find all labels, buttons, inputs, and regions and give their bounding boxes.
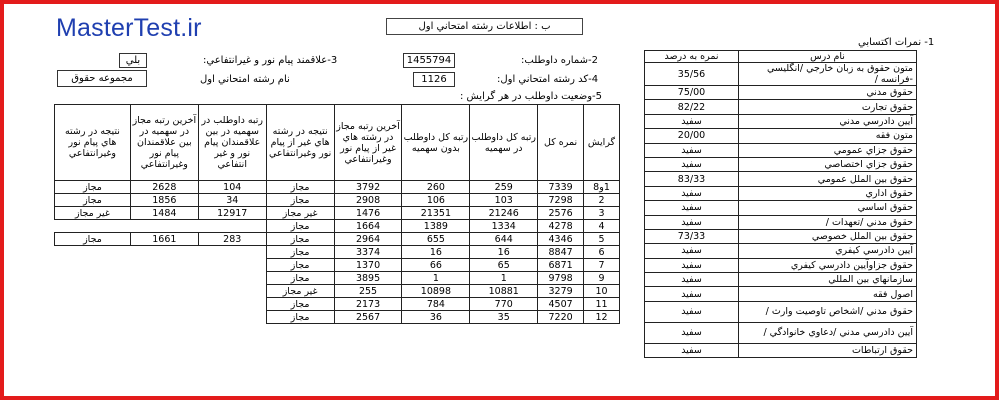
rank-quota-cell: 770: [470, 298, 538, 311]
group-cell: 9: [584, 272, 620, 285]
empty-cell: [198, 220, 266, 233]
subject-name: حقوق جزاي عمومي: [739, 143, 917, 157]
subject-score: سفيد: [645, 322, 739, 343]
subject-name: حقوق اداري: [739, 186, 917, 200]
subjects-header-row: [645, 51, 917, 63]
subject-row: [645, 63, 917, 86]
group-cell: 5: [584, 233, 620, 246]
total-score-cell: 3279: [538, 285, 584, 298]
pnu-result-cell: مجاز: [55, 181, 131, 194]
pnu-rank-cell: 12917: [198, 207, 266, 220]
subject-score: 75/00: [645, 86, 739, 100]
pnu-last-cell: 1856: [130, 194, 198, 207]
rank-quota-cell: 35: [470, 311, 538, 324]
total-score-cell: 4346: [538, 233, 584, 246]
rank-noquota-cell: 1389: [402, 220, 470, 233]
last-rank-cell: 2173: [334, 298, 402, 311]
last-rank-cell: 1370: [334, 259, 402, 272]
group-cell: 12: [584, 311, 620, 324]
groups-header-pnu-last: آخرين رتبه مجاز در سهميه در بين علاقمندان پيام نور وغيرانتفاعي: [130, 105, 198, 181]
subject-name: حقوق ارتباطات: [739, 343, 917, 357]
section1-title: 1- نمرات اكتسابي: [858, 37, 935, 48]
group-cell: 3: [584, 207, 620, 220]
rank-quota-cell: 103: [470, 194, 538, 207]
groups-header-last-rank: آخرين رتبه مجاز در رشته هاي غير از پيام نور وغيرانتفاعي: [334, 105, 402, 181]
empty-cell: [55, 298, 131, 311]
rank-quota-cell: 644: [470, 233, 538, 246]
empty-cell: [130, 298, 198, 311]
last-rank-cell: 255: [334, 285, 402, 298]
groups-header-pnu-result: نتيجه در رشته هاي پيام نور وغيرانتفاعي: [55, 105, 131, 181]
subject-row: [645, 129, 917, 143]
groups-header-rank-noquota: رتبه كل داوطلب بدون سهميه: [402, 105, 470, 181]
group-row: [55, 207, 620, 220]
groups-header-total: نمره كل: [538, 105, 584, 181]
subject-row: [645, 186, 917, 200]
subject-row: [645, 322, 917, 343]
subject-score: 35/56: [645, 63, 739, 86]
subject-score: سفيد: [645, 157, 739, 171]
rank-quota-cell: 21246: [470, 207, 538, 220]
subjects-header-score: نمره به درصد: [645, 51, 739, 63]
result-cell: غير مجاز: [266, 207, 334, 220]
group-cell: 2: [584, 194, 620, 207]
group-row: [55, 233, 620, 246]
pnu-interest-value: بلي: [119, 53, 147, 68]
rank-noquota-cell: 21351: [402, 207, 470, 220]
group-row: [55, 259, 620, 272]
total-score-cell: 4278: [538, 220, 584, 233]
group-row: [55, 220, 620, 233]
groups-header-group: گرايش: [584, 105, 620, 181]
subject-row: [645, 86, 917, 100]
empty-cell: [198, 246, 266, 259]
pnu-rank-cell: 34: [198, 194, 266, 207]
subject-row: [645, 258, 917, 272]
subject-score: سفيد: [645, 186, 739, 200]
subject-row: [645, 114, 917, 128]
rank-quota-cell: 259: [470, 181, 538, 194]
field-name-label: نام رشته امتحاني اول: [200, 74, 290, 85]
result-cell: مجاز: [266, 311, 334, 324]
empty-cell: [130, 311, 198, 324]
groups-header-result: نتيجه در رشته هاي غير از پيام نور وغيرانتفاعي: [266, 105, 334, 181]
group-cell: 11: [584, 298, 620, 311]
result-cell: مجاز: [266, 220, 334, 233]
last-rank-cell: 2567: [334, 311, 402, 324]
empty-cell: [198, 311, 266, 324]
subject-name: حقوق مدني /اشخاص تاوصيت وارث /: [739, 301, 917, 322]
last-rank-cell: 1476: [334, 207, 402, 220]
subject-score: 73/33: [645, 229, 739, 243]
subject-row: [645, 287, 917, 301]
last-rank-cell: 2964: [334, 233, 402, 246]
group-cell: 10: [584, 285, 620, 298]
total-score-cell: 6871: [538, 259, 584, 272]
empty-cell: [130, 220, 198, 233]
subject-name: آيين دادرسي مدني /دعاوي خانوادگي /: [739, 322, 917, 343]
group-row: [55, 194, 620, 207]
subject-name: آيين دادرسي كيفري: [739, 244, 917, 258]
subject-score: 83/33: [645, 172, 739, 186]
group-row: [55, 298, 620, 311]
group-cell: 7: [584, 259, 620, 272]
subject-score: سفيد: [645, 143, 739, 157]
subject-score: سفيد: [645, 215, 739, 229]
rank-quota-cell: 10881: [470, 285, 538, 298]
subject-score: 20/00: [645, 129, 739, 143]
empty-cell: [55, 311, 131, 324]
group-row: [55, 246, 620, 259]
empty-cell: [198, 259, 266, 272]
subject-row: [645, 273, 917, 287]
subject-name: اصول فقه: [739, 287, 917, 301]
group-row: [55, 311, 620, 324]
subject-row: [645, 229, 917, 243]
rank-quota-cell: 1: [470, 272, 538, 285]
subject-score: سفيد: [645, 258, 739, 272]
subject-name: متون حقوق به زبان خارجي /انگليسي -فرانسه /: [739, 63, 917, 86]
subject-row: [645, 343, 917, 357]
group-row: [55, 272, 620, 285]
rank-noquota-cell: 655: [402, 233, 470, 246]
pnu-rank-cell: 283: [198, 233, 266, 246]
subject-score: سفيد: [645, 273, 739, 287]
field-code-value: 1126: [413, 72, 455, 87]
result-cell: مجاز: [266, 298, 334, 311]
groups-header-rank-quota: رتبه كل داوطلب در سهميه: [470, 105, 538, 181]
subject-score: سفيد: [645, 244, 739, 258]
result-cell: مجاز: [266, 194, 334, 207]
subject-row: [645, 215, 917, 229]
subject-name: حقوق جزاوآيين دادرسي كيفري: [739, 258, 917, 272]
empty-cell: [130, 272, 198, 285]
total-score-cell: 7339: [538, 181, 584, 194]
rank-noquota-cell: 66: [402, 259, 470, 272]
subject-name: سازمانهاي بين المللي: [739, 273, 917, 287]
result-cell: مجاز: [266, 272, 334, 285]
last-rank-cell: 3895: [334, 272, 402, 285]
groups-header-row: [55, 105, 620, 181]
pnu-interest-label: 3-علاقمند پيام نور و غيرانتفاعي:: [203, 55, 338, 66]
field-name-value: مجموعه حقوق: [57, 70, 147, 87]
empty-cell: [55, 246, 131, 259]
rank-quota-cell: 65: [470, 259, 538, 272]
subject-row: [645, 201, 917, 215]
subjects-header-name: نام درس: [739, 51, 917, 63]
subject-name: حقوق مدني /تعهدات /: [739, 215, 917, 229]
total-score-cell: 4507: [538, 298, 584, 311]
empty-cell: [130, 246, 198, 259]
section-title-box: ب : اطلاعات رشته امتحاني اول: [386, 18, 583, 35]
rank-noquota-cell: 106: [402, 194, 470, 207]
group-cell: 6: [584, 246, 620, 259]
group-cell: 1و8: [584, 181, 620, 194]
rank-noquota-cell: 36: [402, 311, 470, 324]
empty-cell: [130, 285, 198, 298]
result-cell: مجاز: [266, 259, 334, 272]
student-no-label: 2-شماره داوطلب:: [521, 55, 598, 66]
subject-name: حقوق اساسي: [739, 201, 917, 215]
pnu-rank-cell: 104: [198, 181, 266, 194]
rank-noquota-cell: 1: [402, 272, 470, 285]
subject-score: سفيد: [645, 343, 739, 357]
empty-cell: [198, 272, 266, 285]
subject-name: حقوق تجارت: [739, 100, 917, 114]
subject-score: سفيد: [645, 301, 739, 322]
pnu-last-cell: 1484: [130, 207, 198, 220]
result-cell: مجاز: [266, 233, 334, 246]
subject-score: 82/22: [645, 100, 739, 114]
last-rank-cell: 1664: [334, 220, 402, 233]
empty-cell: [55, 220, 131, 233]
subject-name: آيين دادرسي مدني: [739, 114, 917, 128]
site-brand: MasterTest.ir: [56, 14, 202, 42]
student-no-value: 1455794: [403, 53, 455, 68]
empty-cell: [55, 259, 131, 272]
field-code-label: 4-كد رشته امتحاني اول:: [497, 74, 599, 85]
rank-noquota-cell: 260: [402, 181, 470, 194]
total-score-cell: 7220: [538, 311, 584, 324]
total-score-cell: 9798: [538, 272, 584, 285]
group-row: [55, 285, 620, 298]
last-rank-cell: 2908: [334, 194, 402, 207]
subject-row: [645, 143, 917, 157]
last-rank-cell: 3792: [334, 181, 402, 194]
groups-header-pnu-rank: رتبه داوطلب در سهميه در بين علاقمندان پيام نور و غير انتفاعي: [198, 105, 266, 181]
rank-noquota-cell: 10898: [402, 285, 470, 298]
subject-score: سفيد: [645, 114, 739, 128]
pnu-result-cell: مجاز: [55, 233, 131, 246]
pnu-last-cell: 2628: [130, 181, 198, 194]
group-cell: 4: [584, 220, 620, 233]
subject-score: سفيد: [645, 287, 739, 301]
total-score-cell: 7298: [538, 194, 584, 207]
subject-name: حقوق مدني: [739, 86, 917, 100]
pnu-last-cell: 1661: [130, 233, 198, 246]
total-score-cell: 8847: [538, 246, 584, 259]
last-rank-cell: 3374: [334, 246, 402, 259]
result-cell: غير مجاز: [266, 285, 334, 298]
group-row: [55, 181, 620, 194]
subject-row: [645, 301, 917, 322]
pnu-result-cell: غير مجاز: [55, 207, 131, 220]
total-score-cell: 2576: [538, 207, 584, 220]
subject-name: حقوق بين الملل خصوصي: [739, 229, 917, 243]
rank-noquota-cell: 16: [402, 246, 470, 259]
empty-cell: [55, 285, 131, 298]
subject-row: [645, 100, 917, 114]
subject-name: متون فقه: [739, 129, 917, 143]
empty-cell: [198, 298, 266, 311]
subjects-table: [644, 50, 917, 358]
subject-score: سفيد: [645, 201, 739, 215]
subject-row: [645, 244, 917, 258]
rank-quota-cell: 1334: [470, 220, 538, 233]
result-cell: مجاز: [266, 181, 334, 194]
empty-cell: [198, 285, 266, 298]
empty-cell: [55, 272, 131, 285]
pnu-result-cell: مجاز: [55, 194, 131, 207]
empty-cell: [130, 259, 198, 272]
rank-quota-cell: 16: [470, 246, 538, 259]
rank-noquota-cell: 784: [402, 298, 470, 311]
result-cell: مجاز: [266, 246, 334, 259]
subject-name: حقوق بين الملل عمومي: [739, 172, 917, 186]
subject-name: حقوق جزاي اختصاصي: [739, 157, 917, 171]
groups-table: [54, 104, 620, 324]
subject-row: [645, 157, 917, 171]
subject-row: [645, 172, 917, 186]
group-status-label: 5-وضعيت داوطلب در هر گرايش :: [460, 91, 603, 102]
